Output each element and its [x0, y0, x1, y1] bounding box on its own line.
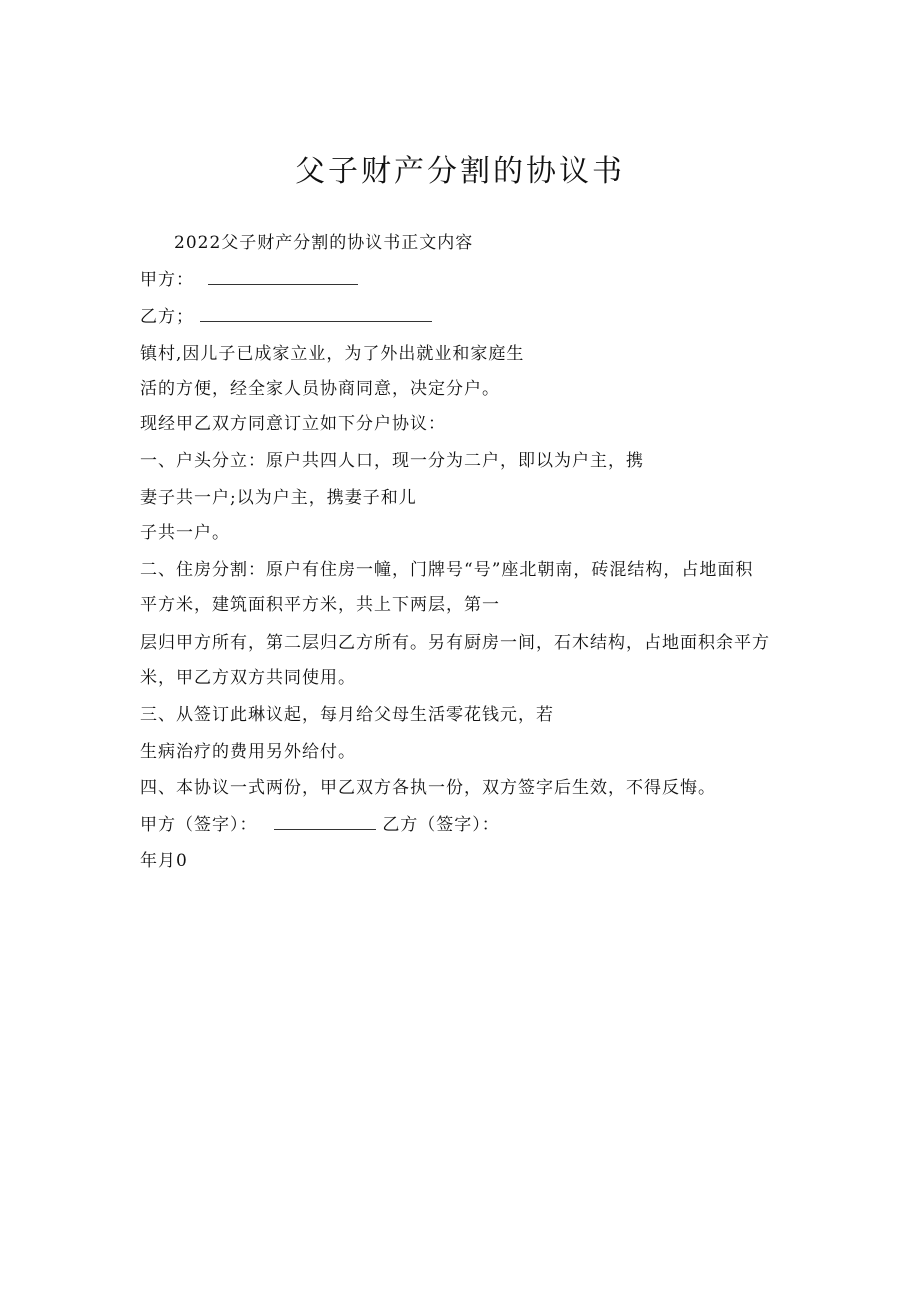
- signature-line: [140, 812, 500, 838]
- body-line: 妻子共一户;以为户主，携妻子和儿: [140, 488, 417, 508]
- body-line: 二、住房分割：原户有住房一幢，门牌号“号”座北朝南，砖混结构，占地面积: [140, 560, 754, 580]
- body-line: 四、本协议一式两份，甲乙双方各执一份，双方签字后生效，不得反悔。: [140, 778, 716, 798]
- body-line: 生病治疗的费用另外给付。: [140, 742, 356, 762]
- body-line: 层归甲方所有，第二层归乙方所有。另有厨房一间，石木结构，占地面积余平方: [140, 633, 770, 653]
- body-line: 现经甲乙双方同意订立如下分户协议：: [140, 414, 446, 434]
- body-line: 活的方便，经全家人员协商同意，决定分户。: [140, 379, 500, 399]
- body-line: 三、从签订此琳议起，每月给父母生活零花钱元，若: [140, 705, 554, 725]
- date-line: 年月0: [140, 851, 188, 871]
- party-a-line: [140, 267, 358, 293]
- party-b-blank: [200, 305, 432, 322]
- document-subtitle: 2022父子财产分割的协议书正文内容: [174, 233, 474, 253]
- party-a-label: 甲方：: [140, 270, 194, 290]
- body-line: 子共一户。: [140, 523, 230, 543]
- party-a-blank: [208, 268, 358, 285]
- sign-a-blank: [274, 813, 376, 830]
- party-b-line: [140, 304, 432, 330]
- party-b-label: 乙方；: [140, 307, 194, 327]
- body-line: 镇村,因儿子已成家立业，为了外出就业和家庭生: [140, 344, 525, 364]
- body-line: 一、户头分立：原户共四人口，现一分为二户，即以为户主，携: [140, 451, 644, 471]
- document-title: 父子财产分割的协议书: [295, 154, 625, 189]
- body-line: 米，甲乙方双方共同使用。: [140, 668, 356, 688]
- sign-b-label: 乙方（签字）：: [382, 815, 500, 835]
- sign-a-label: 甲方（签字）：: [140, 815, 258, 835]
- body-line: 平方米，建筑面积平方米，共上下两层，第一: [140, 595, 500, 615]
